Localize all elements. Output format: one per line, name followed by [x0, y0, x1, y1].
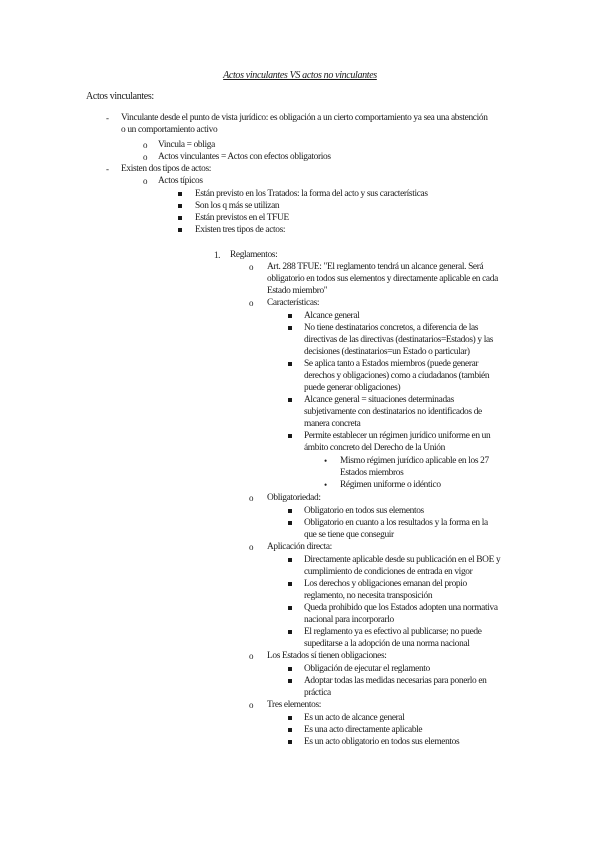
list-item-text: Alcance general: [304, 311, 360, 321]
list-item-text: cumplimiento de condiciones de entrada en vigor: [304, 567, 473, 577]
square-bullet-icon: [288, 740, 292, 744]
list-item-text: Están previstos en el TFUE: [195, 213, 289, 223]
list-item-text: Alcance general = situaciones determinadas: [304, 395, 454, 405]
list-item-text: El reglamento ya es efectivo al publicarse; no puede: [304, 627, 482, 637]
list-marker: o: [249, 493, 254, 503]
list-item-text: ámbito concreto del Derecho de la Unión: [304, 443, 445, 453]
square-bullet-icon: [288, 679, 292, 683]
list-item-text: derechos y obligaciones) como a ciudadanos (también: [304, 371, 490, 381]
square-bullet-icon: [178, 204, 182, 208]
list-item-text: Vincula = obliga: [158, 140, 215, 150]
square-bullet-icon: [288, 606, 292, 610]
list-marker: o: [249, 700, 254, 710]
document-title: Actos vinculantes VS actos no vinculantes: [223, 70, 377, 81]
list-item-text: Vinculante desde el punto de vista jurídico: es obligación a un cierto comportamiento ya sea una abstención: [121, 113, 488, 123]
list-marker: o: [249, 262, 254, 272]
list-item-text: Obligatorio en todos sus elementos: [304, 506, 424, 516]
list-item-text: subjetivamente con destinatarios no identificados de: [304, 407, 482, 417]
list-marker: o: [249, 542, 254, 552]
list-item-text: Obligatoriedad:: [267, 493, 321, 503]
list-item-text: Es un acto de alcance general: [304, 713, 405, 723]
list-item-text: obligatorio en todos sus elementos y directamente aplicable en cada: [267, 274, 498, 284]
list-item-text: directivas de las directivas (destinatarios=Estados) y las: [304, 335, 494, 345]
square-bullet-icon: [288, 509, 292, 513]
list-item-text: Obligación de ejecutar el reglamento: [304, 664, 430, 674]
list-marker: o: [249, 298, 254, 308]
list-item-text: Adoptar todas las medidas necesarias para ponerlo en: [304, 676, 487, 686]
list-item-text: Es una acto directamente aplicable: [304, 725, 423, 735]
square-bullet-icon: [178, 192, 182, 196]
list-item-text: manera concreta: [304, 419, 361, 429]
list-item-text: nacional para incorporarlo: [304, 615, 394, 625]
square-bullet-icon: [288, 728, 292, 732]
square-bullet-icon: [288, 362, 292, 366]
list-item-text: Obligatorio en cuanto a los resultados y la forma en la: [304, 518, 488, 528]
list-item-text: Es un acto obligatorio en todos sus elementos: [304, 737, 460, 747]
list-item-text: Características:: [267, 298, 320, 308]
list-item-text: o un comportamiento activo: [121, 125, 218, 135]
list-item-text: decisiones (destinatarios=un Estado o particular): [304, 347, 470, 357]
list-marker: •: [324, 480, 327, 490]
list-item-text: Están previsto en los Tratados: la forma del acto y sus características: [195, 189, 428, 199]
list-item-text: Los derechos y obligaciones emanan del propio: [304, 579, 467, 589]
list-item-text: Estado miembro": [267, 286, 328, 296]
list-item-text: Permite establecer un régimen jurídico uniforme en un: [304, 431, 491, 441]
list-item-text: puede generar obligaciones): [304, 383, 401, 393]
list-item-text: que se tiene que conseguir: [304, 530, 394, 540]
section-heading: Actos vinculantes:: [86, 91, 154, 102]
list-item-text: Los Estados sí tienen obligaciones:: [267, 651, 387, 661]
square-bullet-icon: [288, 558, 292, 562]
list-marker: •: [324, 456, 327, 466]
square-bullet-icon: [288, 314, 292, 318]
list-item-text: Directamente aplicable desde su publicación en el BOE y: [304, 555, 501, 565]
list-item-text: Aplicación directa:: [267, 542, 332, 552]
list-item-text: Tres elementos:: [267, 700, 322, 710]
list-item-text: Estados miembros: [340, 468, 404, 478]
list-item-text: Existen tres tipos de actos:: [195, 225, 286, 235]
list-item-text: Art. 288 TFUE: "El reglamento tendrá un alcance general. Será: [267, 262, 484, 272]
square-bullet-icon: [288, 326, 292, 330]
square-bullet-icon: [288, 398, 292, 402]
square-bullet-icon: [288, 716, 292, 720]
list-marker: 1.: [214, 250, 221, 260]
square-bullet-icon: [288, 582, 292, 586]
square-bullet-icon: [178, 216, 182, 220]
list-item-text: reglamento, no necesita transposición: [304, 591, 433, 601]
list-item-text: No tiene destinatarios concretos, a diferencia de las: [304, 323, 479, 333]
list-marker: o: [143, 176, 148, 186]
list-marker: o: [143, 152, 148, 162]
list-item-text: práctica: [304, 688, 331, 698]
list-item-text: Mismo régimen jurídico aplicable en los 27: [340, 456, 489, 466]
list-marker: -: [106, 164, 109, 174]
square-bullet-icon: [288, 521, 292, 525]
list-item-text: Régimen uniforme o idéntico: [340, 480, 441, 490]
list-marker: -: [106, 113, 109, 123]
square-bullet-icon: [288, 630, 292, 634]
list-item-text: Actos vinculantes = Actos con efectos obligatorios: [158, 152, 331, 162]
list-item-text: Reglamentos:: [230, 250, 278, 260]
square-bullet-icon: [288, 667, 292, 671]
list-item-text: Son los q más se utilizan: [195, 201, 280, 211]
list-item-text: Se aplica tanto a Estados miembros (puede generar: [304, 359, 479, 369]
square-bullet-icon: [288, 434, 292, 438]
square-bullet-icon: [178, 228, 182, 232]
list-marker: o: [249, 651, 254, 661]
list-item-text: Queda prohibido que los Estados adopten una normativa: [304, 603, 498, 613]
list-item-text: supeditarse a la adopción de una norma nacional: [304, 639, 470, 649]
list-marker: o: [143, 140, 148, 150]
list-item-text: Existen dos tipos de actos:: [121, 164, 212, 174]
list-item-text: Actos típicos: [158, 176, 203, 186]
